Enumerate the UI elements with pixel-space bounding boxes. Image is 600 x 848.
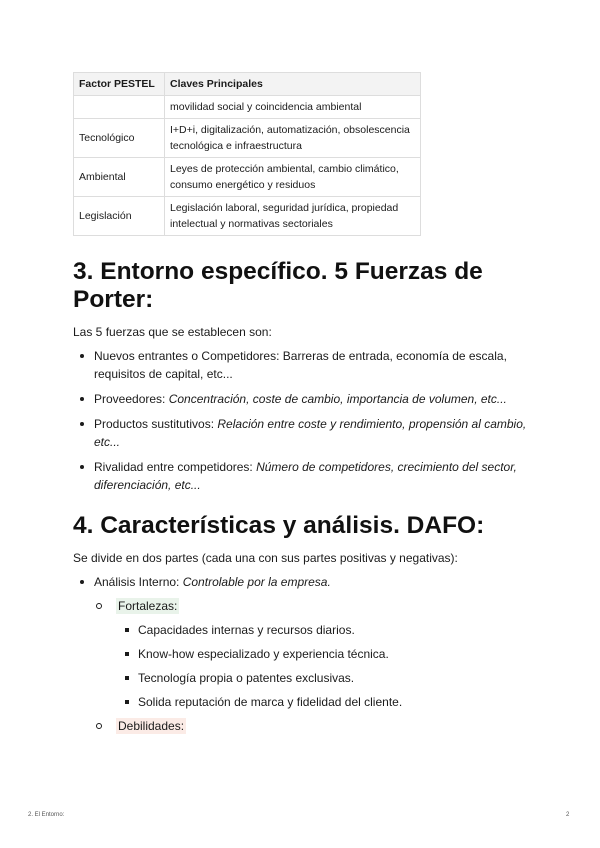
list-item <box>73 390 529 408</box>
table-row <box>74 158 421 197</box>
column-header-factor: Factor PESTEL <box>74 73 165 96</box>
fortalezas-list <box>116 621 529 711</box>
list-item <box>94 597 529 711</box>
list-item <box>116 621 529 639</box>
list-item <box>116 693 529 711</box>
dafo-intro: Se divide en dos partes (cada una con sus partes positivas y negativas): <box>73 551 458 565</box>
list-item <box>73 573 529 735</box>
table-cell-claves: Leyes de protección ambiental, cambio climático, consumo energético y residuos <box>165 158 421 197</box>
porter-list <box>73 347 529 494</box>
table-row <box>74 119 421 158</box>
item-label: Rivalidad entre competidores: <box>94 460 257 474</box>
table-cell-factor: Legislación <box>74 197 165 236</box>
table-cell-claves: I+D+i, digitalización, automatización, obsolescencia tecnológica e infraestructura <box>165 119 421 158</box>
table-cell-factor <box>74 96 165 119</box>
bullet-icon <box>80 580 84 584</box>
circle-bullet-icon <box>96 723 102 729</box>
fortalezas-label: Fortalezas: <box>118 599 178 613</box>
item-label: Productos sustitutivos: <box>94 417 218 431</box>
list-item <box>73 347 529 383</box>
square-bullet-icon <box>125 676 129 680</box>
footer-section-title: 2. El Entorno: <box>28 812 65 818</box>
item-detail: Concentración, coste de cambio, importancia de volumen, etc... <box>168 392 507 406</box>
analysis-label: Análisis Interno: <box>94 575 183 589</box>
section-heading-porter: 3. Entorno específico. 5 Fuerzas de Porter: <box>73 258 483 313</box>
circle-bullet-icon <box>96 603 102 609</box>
table-cell-claves: Legislación laboral, seguridad jurídica, propiedad intelectual y normativas sectoriales <box>165 197 421 236</box>
bullet-icon <box>80 397 84 401</box>
table-row <box>74 96 421 119</box>
bullet-icon <box>80 354 84 358</box>
section-heading-dafo: 4. Características y análisis. DAFO: <box>73 512 485 539</box>
footer-page-number: 2 <box>566 812 570 818</box>
item-detail: Relación entre coste y rendimiento, propensión al cambio, etc... <box>94 417 527 449</box>
item-detail: Barreras de entrada, economía de escala, requisitos de capital, etc... <box>94 349 507 381</box>
table-cell-factor: Tecnológico <box>74 119 165 158</box>
fortaleza-text: Know-how especializado y experiencia técnica. <box>138 647 389 661</box>
bullet-icon <box>80 422 84 426</box>
porter-intro: Las 5 fuerzas que se establecen son: <box>73 325 272 339</box>
pestel-table <box>73 72 421 236</box>
list-item <box>94 717 529 735</box>
list-item <box>116 645 529 663</box>
square-bullet-icon <box>125 628 129 632</box>
table-cell-factor: Ambiental <box>74 158 165 197</box>
table-header-row <box>74 73 421 96</box>
debilidades-label: Debilidades: <box>118 719 185 733</box>
column-header-claves: Claves Principales <box>165 73 421 96</box>
table-cell-claves: movilidad social y coincidencia ambiental <box>165 96 421 119</box>
document-page <box>73 72 529 742</box>
bullet-icon <box>80 465 84 469</box>
fortaleza-text: Solida reputación de marca y fidelidad del cliente. <box>138 695 403 709</box>
dafo-list <box>73 573 529 735</box>
item-detail: Número de competidores, crecimiento del sector, diferenciación, etc... <box>94 460 517 492</box>
fortaleza-text: Capacidades internas y recursos diarios. <box>138 623 355 637</box>
list-item <box>116 669 529 687</box>
item-label: Proveedores: <box>94 392 169 406</box>
list-item <box>73 415 529 451</box>
list-item <box>73 458 529 494</box>
square-bullet-icon <box>125 700 129 704</box>
table-row <box>74 197 421 236</box>
square-bullet-icon <box>125 652 129 656</box>
analysis-detail: Controlable por la empresa. <box>182 575 331 589</box>
item-label: Nuevos entrantes o Competidores: <box>94 349 283 363</box>
fortaleza-text: Tecnología propia o patentes exclusivas. <box>138 671 355 685</box>
analysis-sublist <box>94 597 529 735</box>
